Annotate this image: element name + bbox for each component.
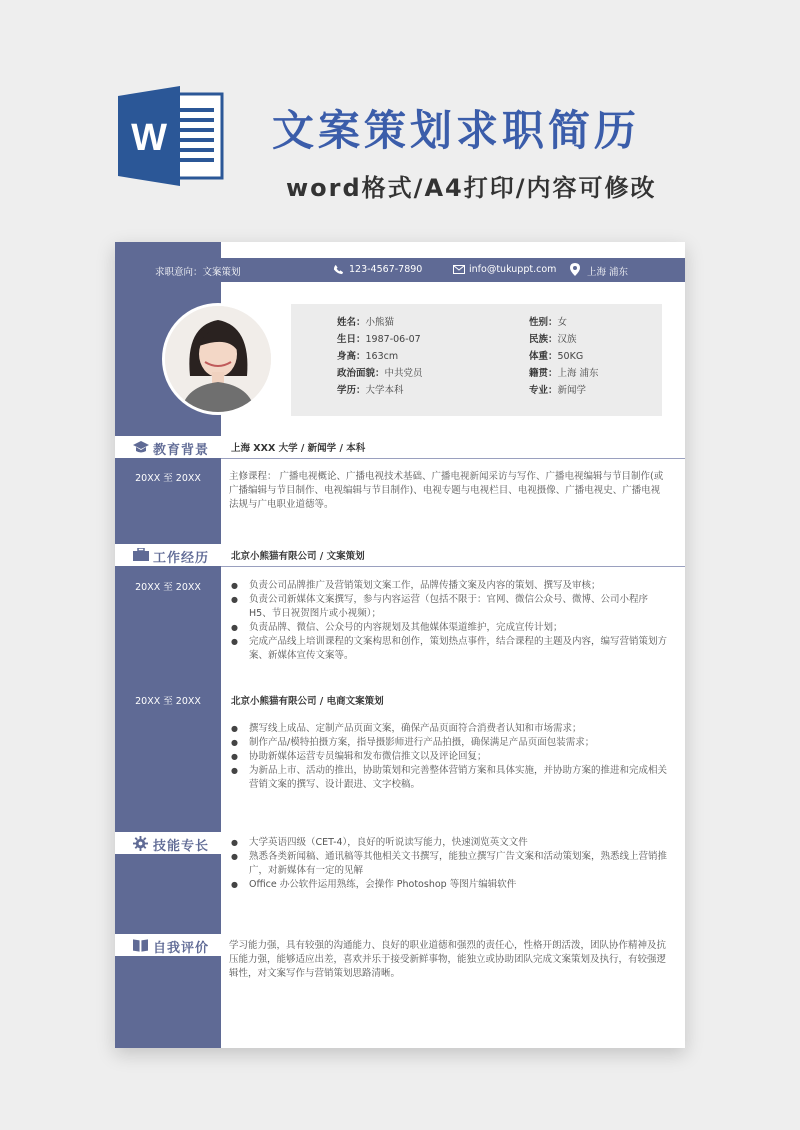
education-date: 20XX 至 20XX: [135, 473, 201, 484]
list-item: ● 熟悉各类新闻稿、通讯稿等其他相关文书撰写，能独立撰写广告文案和活动策划案，熟悉线上营销推广，对新媒体有一定的见解: [229, 850, 673, 878]
location-pin-icon: [570, 263, 580, 276]
list-item: ● Office 办公软件运用熟练，会操作 Photoshop 等图片编辑软件: [229, 878, 673, 892]
section-self-eval-title: 自我评价: [115, 934, 221, 956]
job-1-date: 20XX 至 20XX: [135, 582, 201, 593]
list-item: ● 协助新媒体运营专员编辑和发布微信推文以及评论回复；: [229, 750, 673, 764]
self-eval-text: 学习能力强，具有较强的沟通能力、良好的职业道德和强烈的责任心，性格开朗活泼，团队协作精神及抗压能力强，能够适应出差，喜欢并乐于接受新鲜事物，能独立或协助团队完成文案策划及执行，有较强逻辑性，对文案写作与营销策划思路清晰。: [229, 940, 667, 979]
info-political: 政治面貌：中共党员: [337, 368, 423, 379]
section-education-title: 教育背景: [115, 436, 221, 458]
phone-icon: [333, 264, 344, 275]
list-item: ● 大学英语四级（CET-4），良好的听说读写能力，快速浏览英文文件: [229, 836, 673, 850]
phone-text: 123-4567-7890: [349, 264, 423, 275]
job-2-date: 20XX 至 20XX: [135, 696, 201, 707]
list-item: ● 负责公司品牌推广及营销策划文案工作，品牌传播文案及内容的策划、撰写及审核；: [229, 579, 673, 593]
word-logo-icon: [118, 86, 224, 186]
info-gender: 性别：女: [529, 317, 568, 328]
education-head: 上海 XXX 大学 / 新闻学 / 本科: [231, 443, 366, 454]
book-icon: [133, 938, 148, 952]
job-1-head: 北京小熊猫有限公司 / 文案策划: [231, 551, 365, 562]
gear-icon: [133, 836, 148, 851]
resume-sheet: [115, 242, 685, 1048]
info-name: 姓名：小熊猫: [337, 317, 395, 328]
job-intent: 求职意向：文案策划: [155, 267, 241, 278]
job-1-duties: [229, 579, 673, 663]
section-skills-title: 技能专长: [115, 832, 221, 854]
info-education: 学历：大学本科: [337, 385, 404, 396]
email-icon: [453, 265, 465, 274]
skills-list: [229, 836, 673, 892]
list-item: ● 撰写线上成品、定制产品页面文案，确保产品页面符合消费者认知和市场需求；: [229, 722, 673, 736]
email-text: info@tukuppt.com: [469, 264, 557, 275]
list-item: ● 为新品上市、活动的推出，协助策划和完善整体营销方案和具体实施，并协助方案的推进和完成相关营销文案的撰写、设计跟进、文字校稿。: [229, 764, 673, 792]
word-logo-letter: W: [131, 117, 167, 159]
section-divider: [221, 458, 685, 459]
job-2-head: 北京小熊猫有限公司 / 电商文案策划: [231, 696, 384, 707]
info-major: 专业：新闻学: [529, 385, 587, 396]
info-height: 身高：163cm: [337, 351, 399, 362]
info-weight: 体重：50KG: [529, 351, 584, 362]
contact-bar: [115, 258, 685, 282]
graduation-cap-icon: [133, 440, 149, 454]
list-item: ● 负责公司新媒体文案撰写，参与内容运营（包括不限于：官网、微信公众号、微博、公司小程序 H5、节日祝贺图片或小视频）；: [229, 593, 673, 621]
education-courses: 主修课程： 广播电视概论、广播电视技术基础、广播电视新闻采访与写作、广播电视编辑与节目制作(或广播编辑与节目制作、电视编辑与节目制作)、电视专题与电视栏目、电视摄像、广播电视史、广播电视法规与广电职业道德等。: [229, 471, 664, 510]
info-ethnicity: 民族：汉族: [529, 334, 577, 345]
avatar-photo: [162, 303, 274, 415]
personal-info-panel: [291, 304, 662, 416]
section-work-title: 工作经历: [115, 544, 221, 566]
job-2-duties: [229, 722, 673, 792]
info-birthday: 生日：1987-06-07: [337, 334, 421, 345]
briefcase-icon: [133, 548, 149, 562]
list-item: ● 完成产品线上培训课程的文案构思和创作，策划热点事件，结合课程的主题及内容，编写营销策划方案、新媒体宣传文案等。: [229, 635, 673, 663]
section-divider: [221, 566, 685, 567]
list-item: ● 制作产品/模特拍摄方案，指导摄影师进行产品拍摄，确保满足产品页面包装需求；: [229, 736, 673, 750]
info-hometown: 籍贯：上海 浦东: [529, 368, 599, 379]
list-item: ● 负责品牌、微信、公众号的内容规划及其他媒体渠道维护，完成宣传计划；: [229, 621, 673, 635]
location-text: 上海 浦东: [587, 267, 629, 278]
banner-title: 文案策划求职简历: [272, 106, 641, 155]
banner-subtitle: word格式/A4打印/内容可修改: [286, 174, 657, 202]
